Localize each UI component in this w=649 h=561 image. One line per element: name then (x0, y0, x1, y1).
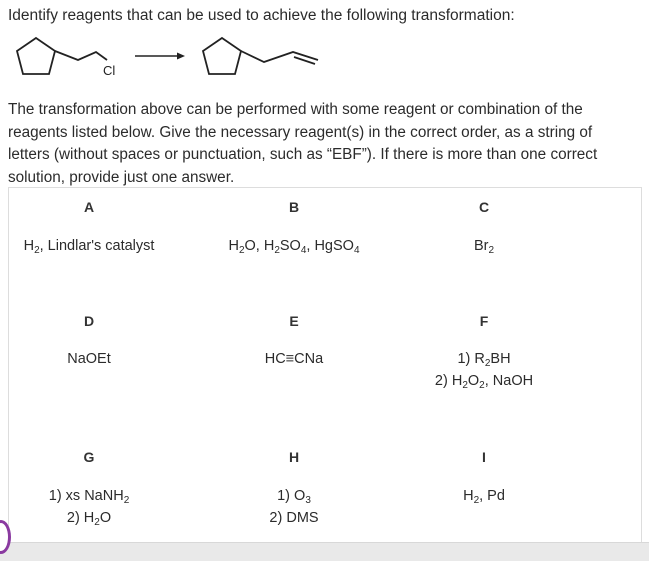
reagent-a-line-1: $H_2$, Lindlar's catalyst (23, 238, 155, 256)
reactant-cyclopentane-ring (17, 38, 55, 74)
reagent-letter-e: E (289, 313, 299, 329)
reagent-letter-a: A (83, 199, 95, 215)
reagent-g-line-1: 1) xs NaNH$_2$ (48, 488, 130, 506)
reagent-letter-c: C (478, 199, 490, 215)
reagent-i-line-1: $H_2$, Pd (463, 488, 505, 506)
reagent-b (214, 235, 374, 257)
reagent-h-line-1: 1) $O_3$ (277, 488, 311, 506)
reagent-letter-f: F (479, 313, 489, 329)
reagent-g-line-2: 2) $H_2O$ (66, 510, 112, 528)
bottom-toolbar (0, 542, 649, 561)
reagent-c-line-1: $Br_2$ (473, 238, 495, 256)
reaction-arrow-head (177, 53, 185, 60)
reagent-e-line-1: HC≡CNa (264, 351, 324, 367)
reagent-g (9, 485, 169, 529)
reactant-chain (55, 51, 107, 60)
reaction-scheme (0, 30, 340, 90)
reagent-h (214, 485, 374, 529)
chlorine-label: Cl (103, 63, 116, 78)
reagent-table (8, 187, 642, 542)
reagent-letter-g: G (83, 449, 95, 465)
reagent-letter-h: H (288, 449, 300, 465)
reagent-f (404, 348, 564, 392)
reagent-h-line-2: 2) DMS (269, 510, 319, 526)
instructions-text: The transformation above can be performed with some reagent or combination of the reagents listed below. Give the necessary reagent(s) in the correct order, as a string of letters (without spaces or punctuation, such as “EBF”). If there is more than one correct solution, provide just one answer. (8, 101, 598, 186)
reagent-letter-i: I (482, 449, 486, 465)
reagent-letter-d: D (83, 313, 95, 329)
reagent-f-line-1: 1) $R_2BH$ (457, 351, 511, 369)
reagent-c (404, 235, 564, 257)
question-prompt: Identify reagents that can be used to achieve the following transformation: (8, 7, 515, 24)
reagent-d (9, 348, 169, 370)
product-cyclopentane-ring (203, 38, 241, 74)
reagent-e (214, 348, 374, 370)
reagent-d-line-1: NaOEt (67, 351, 111, 367)
reagent-f-line-2: 2) $H_2O_2$, NaOH (434, 373, 534, 391)
reagent-a (9, 235, 169, 257)
reagent-b-line-1: $H_2O$, $H_2SO_4$, HgSO$_4$ (228, 238, 360, 256)
reagent-letter-b: B (288, 199, 300, 215)
reagent-i (404, 485, 564, 507)
